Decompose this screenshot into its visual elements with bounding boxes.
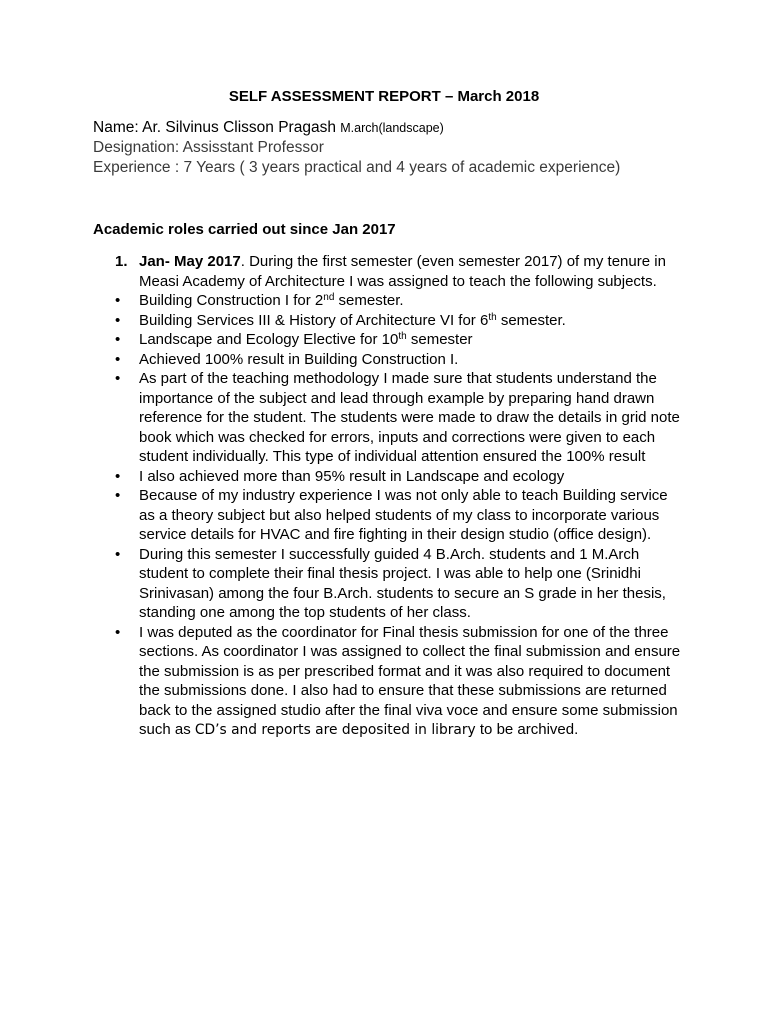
list-item-text: During this semester I successfully guided 4 B.Arch. students and 1 M.Arch student to complete their final thesis project. I was able to help one (Srinidhi Srinivasan) among the four B.Arch. students to secure an S grade in her thesis, standing one among the top students of her class. (139, 545, 666, 621)
list-item-end: to be archived. (475, 721, 579, 738)
bullet-icon: • (115, 467, 121, 485)
bullet-icon: • (115, 487, 121, 504)
report-title: SELF ASSESSMENT REPORT – March 2018 (228, 88, 540, 105)
item-heading: Jan- May 2017 (139, 253, 241, 270)
author-qualification: M.arch(landscape) (340, 121, 444, 135)
list-item-text: Because of my industry experience I was not only able to teach Building service as a theory subject but also helped students of my class to incorporate various service details for HVAC and fire fighting in their design studio (office design). (139, 487, 668, 543)
list-item (115, 486, 687, 545)
list-item-text: Building Construction I for 2 (139, 292, 324, 309)
list-item (115, 311, 687, 331)
list-item-text: I also achieved more than 95% result in Landscape and ecology (139, 467, 565, 485)
section-heading: Academic roles carried out since Jan 2017 (93, 221, 396, 238)
list-item (115, 467, 687, 487)
experience-line: Experience : 7 Years ( 3 years practical and 4 years of academic experience) (93, 159, 621, 176)
list-item-tail: CD’s and reports are deposited in library (194, 722, 476, 738)
item-number: 1. (115, 253, 128, 270)
designation-line: Designation: Assisstant Professor (93, 139, 324, 156)
bullet-icon: • (115, 370, 121, 387)
list-item-text: As part of the teaching methodology I made sure that students understand the importance of the subject and lead through example by preparing hand drawn reference for the student. The students were made to draw the details in grid note book which was checked for errors, inputs and corrections were given to each student individually. This type of individual attention ensured the 100% result (139, 370, 680, 465)
list-item (115, 369, 687, 467)
list-item (115, 623, 687, 741)
bullet-list (93, 291, 687, 741)
author-name: Name: Ar. Silvinus Clisson Pragash (93, 119, 341, 136)
bullet-icon: • (115, 623, 121, 641)
author-name-line (93, 118, 713, 138)
author-details (93, 118, 713, 178)
list-item-text: Building Services III & History of Architecture VI for 6 (139, 311, 489, 329)
bullet-icon: • (115, 545, 121, 563)
bullet-icon: • (115, 331, 121, 348)
list-item-tail: semester. (334, 292, 404, 309)
list-item (115, 545, 687, 623)
list-item (115, 291, 687, 311)
bullet-icon: • (115, 292, 121, 309)
item-intro-text: . During the first semester (even semester 2017) of my tenure in Measi Academy of Architecture I was assigned to teach the following subjects. (139, 253, 666, 290)
ordinal-suffix: th (398, 331, 407, 342)
list-item-text: Landscape and Ecology Elective for 10 (139, 331, 399, 348)
list-item-text: I was deputed as the coordinator for Final thesis submission for one of the three sections. As coordinator I was assigned to collect the final submission and ensure the submission is as per prescribed format and it was also required to document the submissions done. I also had to ensure that these submissions are returned back to the assigned studio after the final viva voce and ensure some submission such as (139, 623, 681, 738)
ordinal-suffix: th (488, 311, 497, 323)
list-item-tail: semester (406, 331, 473, 348)
item-intro (93, 252, 683, 291)
list-item-text: Achieved 100% result in Building Construction I. (139, 350, 459, 368)
list-item-tail: semester. (496, 311, 566, 329)
numbered-item-1 (93, 252, 683, 741)
list-item (115, 330, 687, 350)
ordinal-suffix: nd (323, 292, 335, 303)
bullet-icon: • (115, 350, 121, 368)
list-item (115, 350, 687, 370)
bullet-icon: • (115, 311, 121, 329)
